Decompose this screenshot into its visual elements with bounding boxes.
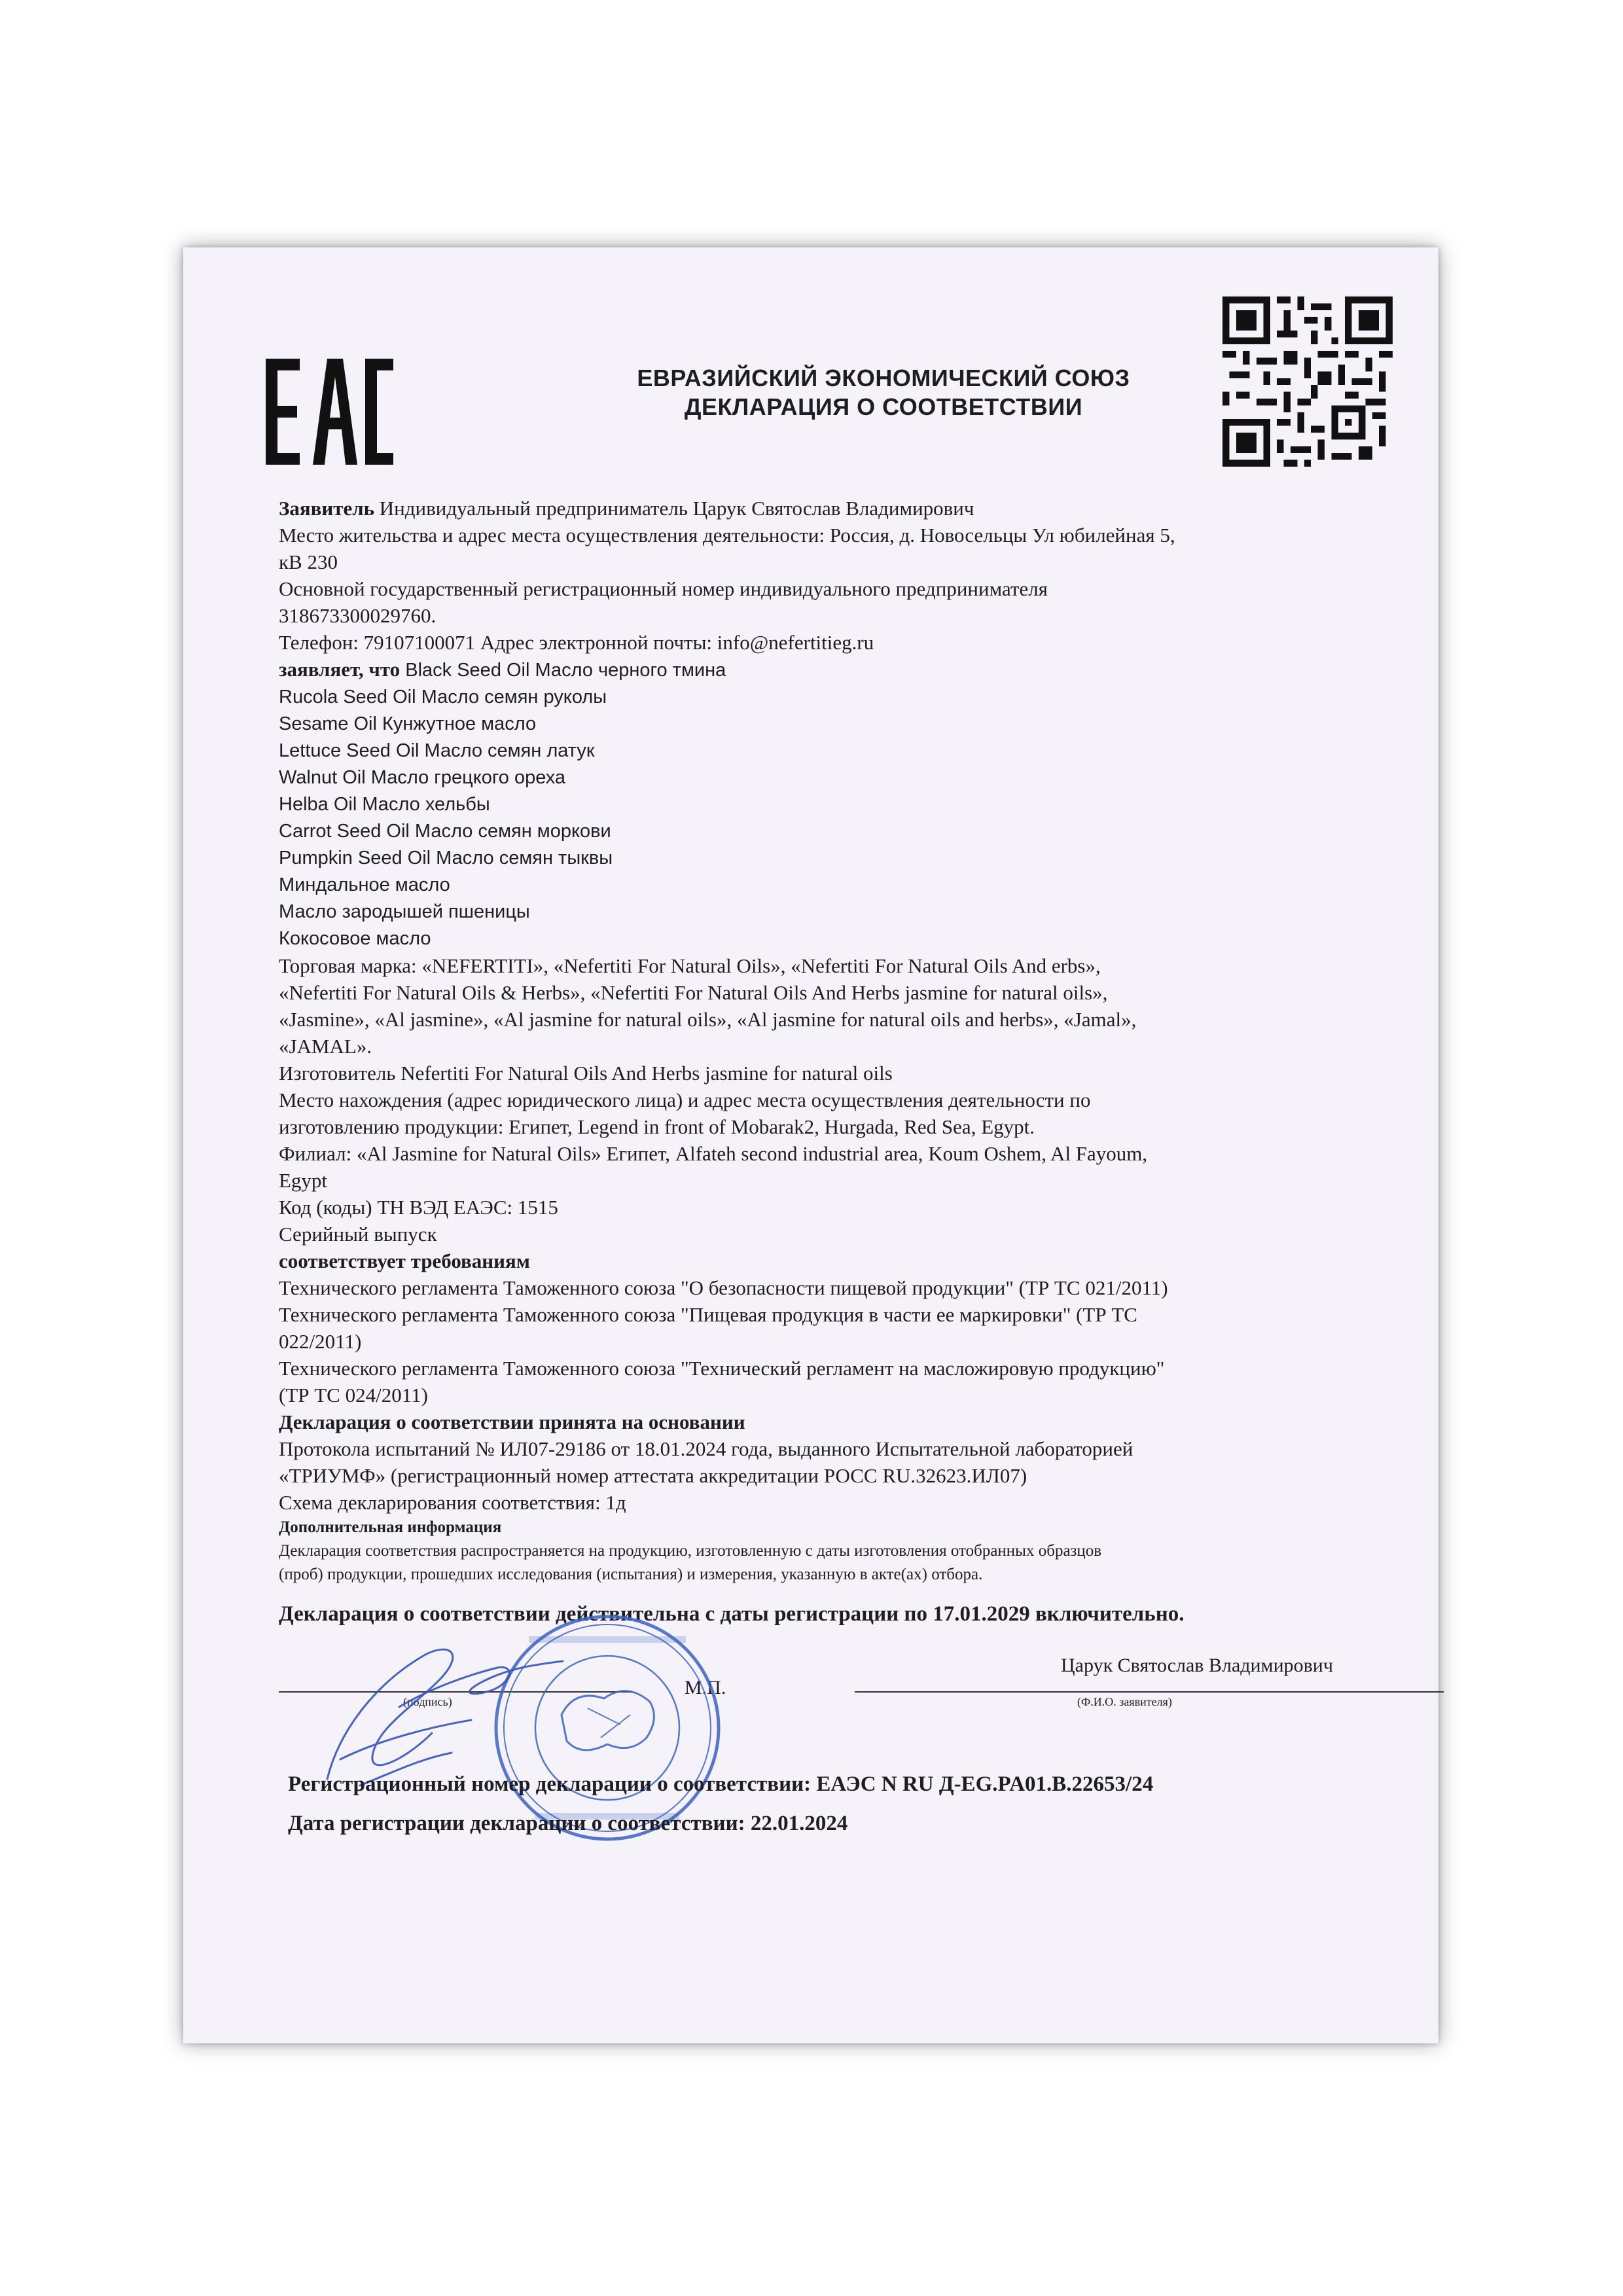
applicant-ogrn-2: 318673300029760.: [279, 604, 437, 627]
spacer: [279, 1587, 1352, 1600]
trademark-line: «Nefertiti For Natural Oils & Herbs», «Nefertiti For Natural Oils And Herbs jasmine for natural oils»,: [279, 981, 1108, 1004]
trademark-line: «JAMAL».: [279, 1035, 372, 1058]
serial-release-line: Серийный выпуск: [279, 1223, 437, 1246]
product-item: Миндальное масло: [279, 874, 450, 895]
manufacturer-line: Филиал: «Al Jasmine for Natural Oils» Египет, Alfateh second industrial area, Koum Oshem, Al Fayoum,: [279, 1142, 1148, 1165]
trademark-line: «Jasmine», «Al jasmine», «Al jasmine for natural oils», «Al jasmine for natural oils and herbs», «Jamal»,: [279, 1008, 1137, 1031]
product-item: Кокосовое масло: [279, 928, 431, 949]
hs-code-line: Код (коды) ТН ВЭД ЕАЭС: 1515: [279, 1196, 558, 1219]
registration-date: Дата регистрации декларации о соответствии: 22.01.2024: [288, 1812, 848, 1835]
seal-place-label: М.П.: [685, 1677, 726, 1698]
product-item: Sesame Oil Кунжутное масло: [279, 713, 537, 734]
registration-block: [288, 1765, 1361, 1843]
manufacturer-line: Место нахождения (адрес юридического лица) и адрес места осуществления деятельности по: [279, 1088, 1091, 1111]
declares-line: [279, 656, 1352, 684]
registration-number: Регистрационный номер декларации о соответствии: ЕАЭС N RU Д-EG.PA01.B.22653/24: [288, 1772, 1154, 1796]
declaration-sheet: [183, 247, 1438, 2043]
title-declaration: ДЕКЛАРАЦИЯ О СООТВЕТСТВИИ: [684, 393, 1083, 420]
basis-line: Протокола испытаний № ИЛ07-29186 от 18.01.2024 года, выданного Испытательной лабораторией: [279, 1437, 1133, 1460]
product-item: Black Seed Oil Масло черного тмина: [400, 660, 726, 681]
manufacturer-line: Изготовитель Nefertiti For Natural Oils And Herbs jasmine for natural oils: [279, 1062, 893, 1085]
trademark-line: Торговая марка: «NEFERTITI», «Nefertiti For Natural Oils», «Nefertiti For Natural Oils And erbs»,: [279, 954, 1101, 977]
declaration-body: [279, 495, 1352, 1628]
product-item: Walnut Oil Масло грецкого ореха: [279, 767, 566, 788]
signature-caption: (подпись): [403, 1695, 452, 1708]
product-item: Масло зародышей пшеницы: [279, 901, 530, 922]
eac-logo: [266, 359, 393, 465]
manufacturer-line: Egypt: [279, 1169, 328, 1192]
product-item: Helba Oil Масло хельбы: [279, 794, 490, 815]
name-underline: [855, 1691, 1444, 1693]
manufacturer-line: изготовлению продукции: Египет, Legend in front of Mobarak2, Hurgada, Red Sea, Egypt.: [279, 1115, 1035, 1138]
title-union: ЕВРАЗИЙСКИЙ ЭКОНОМИЧЕСКИЙ СОЮЗ: [637, 365, 1130, 391]
signer-caption: (Ф.И.О. заявителя): [1077, 1695, 1172, 1708]
validity-line: Декларация о соответствии действительна с даты регистрации по 17.01.2029 включительно.: [279, 1602, 1185, 1626]
applicant-address-1: Место жительства и адрес места осуществления деятельности: Россия, д. Новосельцы Ул юбилейная 5,: [279, 524, 1175, 547]
document-title: [589, 364, 1178, 422]
additional-info-label: Дополнительная информация: [279, 1518, 502, 1536]
regulation-line: Технического регламента Таможенного союза "Технический регламент на масложировую продукцию": [279, 1357, 1165, 1380]
basis-label: Декларация о соответствии принята на основании: [279, 1410, 745, 1433]
regulation-line: Технического регламента Таможенного союза "О безопасности пищевой продукции" (ТР ТС 021/2011): [279, 1276, 1168, 1299]
applicant-name: Индивидуальный предприниматель Царук Святослав Владимирович: [374, 497, 974, 520]
product-item: Rucola Seed Oil Масло семян руколы: [279, 687, 607, 708]
product-item: Pumpkin Seed Oil Масло семян тыквы: [279, 848, 613, 869]
basis-line: «ТРИУМФ» (регистрационный номер аттестата аккредитации РОСС RU.32623.ИЛ07): [279, 1464, 1027, 1487]
qr-code-icon: [1222, 296, 1393, 467]
applicant-ogrn-1: Основной государственный регистрационный номер индивидуального предпринимателя: [279, 577, 1048, 600]
regulation-line: (ТР ТС 024/2011): [279, 1384, 428, 1407]
applicant-contacts: Телефон: 79107100071 Адрес электронной почты: info@nefertitieg.ru: [279, 631, 874, 654]
signer-name: Царук Святослав Владимирович: [1061, 1655, 1333, 1676]
additional-info-line: (проб) продукции, прошедших исследования (испытания) и измерения, указанную в акте(ах) отбора.: [279, 1566, 983, 1583]
applicant-label: Заявитель: [279, 497, 375, 520]
product-item: Lettuce Seed Oil Масло семян латук: [279, 740, 595, 761]
product-item: Carrot Seed Oil Масло семян моркови: [279, 821, 611, 842]
additional-info-line: Декларация соответствия распространяется на продукцию, изготовленную с даты изготовления отобранных образцов: [279, 1542, 1102, 1560]
regulation-line: 022/2011): [279, 1330, 362, 1353]
conforms-label: соответствует требованиям: [279, 1249, 530, 1272]
declares-label: заявляет, что: [279, 658, 401, 681]
applicant-line: [279, 495, 1352, 522]
basis-line: Схема декларирования соответствия: 1д: [279, 1491, 626, 1514]
applicant-address-2: кВ 230: [279, 550, 338, 573]
regulation-line: Технического регламента Таможенного союза "Пищевая продукция в части ее маркировки" (ТР ТС: [279, 1303, 1137, 1326]
